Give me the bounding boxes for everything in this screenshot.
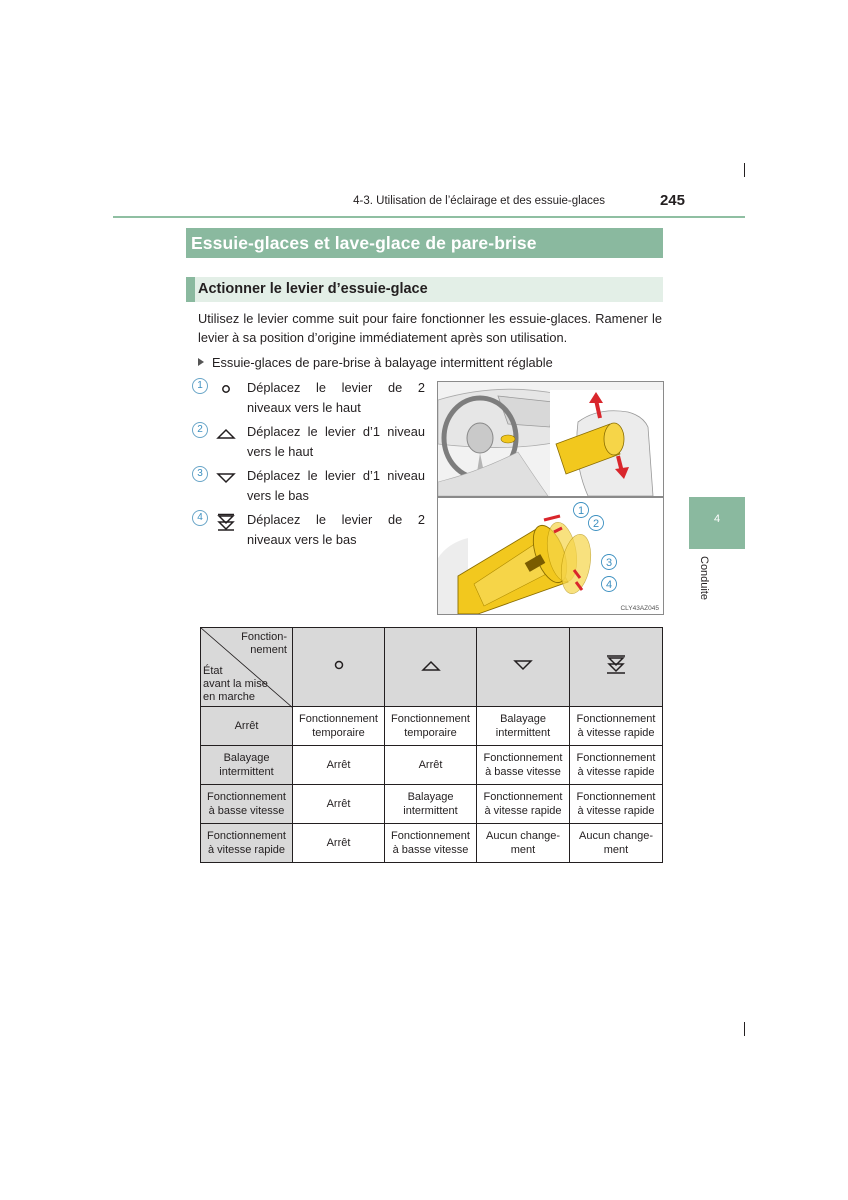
table-cell (293, 746, 385, 785)
subsection-title: Actionner le levier d’essuie-glace (186, 277, 663, 302)
step-text-line1: Déplacez le levier d’1 niveau (247, 424, 425, 439)
dashboard-drawing (438, 382, 663, 496)
table-cell (570, 746, 663, 785)
cell-line: à vitesse rapide (577, 766, 655, 778)
cell-line: Balayage (500, 713, 546, 725)
header-rule (113, 216, 745, 218)
row-header (201, 746, 293, 785)
section-title: Essuie-glaces et lave-glace de pare-brise (186, 228, 663, 258)
row-header (201, 785, 293, 824)
cell-line: intermittent (219, 766, 274, 778)
corner-bottom-label (203, 665, 268, 704)
cell-line: Fonctionnement (576, 713, 656, 725)
cell-line: intermittent (403, 805, 458, 817)
corner-top-line: nement (250, 644, 287, 656)
table-row (201, 785, 663, 824)
table-cell (570, 824, 663, 863)
table-cell (570, 707, 663, 746)
callout-2 (589, 516, 604, 531)
cell-line: Fonctionnement (207, 791, 286, 803)
cell-line: Arrêt (234, 720, 259, 732)
circle-icon (216, 379, 236, 397)
cell-line: à vitesse rapide (577, 727, 655, 739)
cell-line: Arrêt (326, 759, 351, 771)
corner-bottom-line: avant la mise (203, 678, 268, 690)
double-triangle-down-icon (605, 654, 627, 676)
table-cell (385, 785, 477, 824)
double-triangle-down-icon (216, 512, 236, 532)
cell-line: à vitesse rapide (207, 844, 286, 856)
bullet-text: Essuie-glaces de pare-brise à balayage intermittent réglable (212, 355, 553, 370)
cell-line: Fonctionnement (576, 791, 656, 803)
table-row (201, 824, 663, 863)
cell-line: Arrêt (326, 837, 351, 849)
corner-top-line: Fonction- (241, 631, 287, 643)
triangle-up-icon (420, 656, 442, 674)
callout-3 (602, 555, 617, 570)
cell-line: temporaire (312, 727, 365, 739)
chapter-label: Conduite (698, 556, 710, 601)
table-cell (477, 824, 570, 863)
svg-text:1: 1 (577, 505, 585, 517)
cell-line: Fonctionnement (483, 791, 563, 803)
circle-icon (329, 656, 349, 674)
col-header-circle (293, 628, 385, 707)
step-text-line2: vers le bas (247, 487, 309, 503)
table-cell (293, 824, 385, 863)
cell-line: ment (510, 844, 536, 856)
step-number: 4 (192, 510, 208, 526)
table-cell (293, 707, 385, 746)
step-text-line2: niveaux vers le bas (247, 531, 357, 547)
header-title: 4-3. Utilisation de l’éclairage et des essuie-glaces (353, 195, 605, 207)
cell-line: Fonctionnement (576, 752, 656, 764)
triangle-down-icon (512, 656, 534, 674)
corner-top-label (241, 631, 287, 657)
table-cell (477, 746, 570, 785)
triangle-up-icon (216, 423, 236, 441)
row-header (201, 707, 293, 746)
cell-line: intermittent (495, 727, 551, 739)
table-row (201, 707, 663, 746)
col-header-triangle-down (477, 628, 570, 707)
chapter-tab: 4 (689, 497, 745, 549)
svg-text:4: 4 (605, 579, 613, 591)
step-text-line1: Déplacez le levier de 2 (247, 380, 425, 395)
cell-line: Balayage (223, 752, 270, 764)
cell-line: à basse vitesse (485, 766, 561, 778)
row-header (201, 824, 293, 863)
table-cell (570, 785, 663, 824)
page-number: 245 (659, 192, 685, 209)
cell-line: Arrêt (326, 798, 351, 810)
table-cell (385, 746, 477, 785)
table-cell (385, 824, 477, 863)
step-number: 2 (192, 422, 208, 438)
cell-line: Arrêt (418, 759, 443, 771)
cell-line: temporaire (404, 727, 457, 739)
corner-bottom-line: en marche (203, 691, 255, 703)
cell-line: à vitesse rapide (484, 805, 562, 817)
table-corner-cell (201, 628, 293, 707)
cell-line: ment (603, 844, 629, 856)
step-text-line2: niveaux vers le haut (247, 399, 361, 415)
cell-line: à vitesse rapide (577, 805, 655, 817)
callout-1 (574, 503, 589, 518)
corner-bottom-line: État (203, 665, 223, 677)
cell-line: à basse vitesse (208, 805, 285, 817)
svg-text:3: 3 (605, 557, 613, 569)
intro-paragraph: Utilisez le levier comme suit pour faire fonctionner les essuie-glaces. Ramener le levier à sa position d’origine immédiatement après son utilisation. (198, 311, 662, 345)
lever-drawing (438, 498, 663, 614)
cell-line: Fonctionnement (299, 713, 378, 725)
crop-mark-top (744, 163, 745, 177)
col-header-triangle-up (385, 628, 477, 707)
step-text-line2: vers le haut (247, 443, 314, 459)
step-number: 1 (192, 378, 208, 394)
bullet-triangle-icon (198, 358, 204, 366)
cell-line: Aucun change- (486, 830, 560, 842)
table-header-row (201, 628, 663, 707)
col-header-double-triangle-down (570, 628, 663, 707)
step-text-line1: Déplacez le levier d’1 niveau (247, 468, 425, 483)
step-text-line1: Déplacez le levier de 2 (247, 512, 425, 527)
bullet-item (198, 354, 662, 372)
triangle-down-icon (216, 467, 236, 485)
crop-mark-bottom (744, 1022, 745, 1036)
callout-4 (602, 577, 617, 592)
svg-text:2: 2 (592, 518, 600, 530)
cell-line: Balayage (407, 791, 454, 803)
wiper-operation-table (200, 627, 663, 863)
cell-line: Fonctionnement (207, 830, 286, 842)
table-cell (477, 785, 570, 824)
table-cell (293, 785, 385, 824)
table-cell (477, 707, 570, 746)
table-row (201, 746, 663, 785)
dashboard-illustration (437, 381, 664, 497)
cell-line: à basse vitesse (392, 844, 469, 856)
lever-illustration (437, 497, 664, 615)
cell-line: Aucun change- (579, 830, 653, 842)
cell-line: Fonctionnement (391, 713, 470, 725)
table-cell (385, 707, 477, 746)
illustration-code: CLY43AZ045 (620, 605, 659, 612)
cell-line: Fonctionnement (483, 752, 563, 764)
step-number: 3 (192, 466, 208, 482)
cell-line: Fonctionnement (391, 830, 470, 842)
